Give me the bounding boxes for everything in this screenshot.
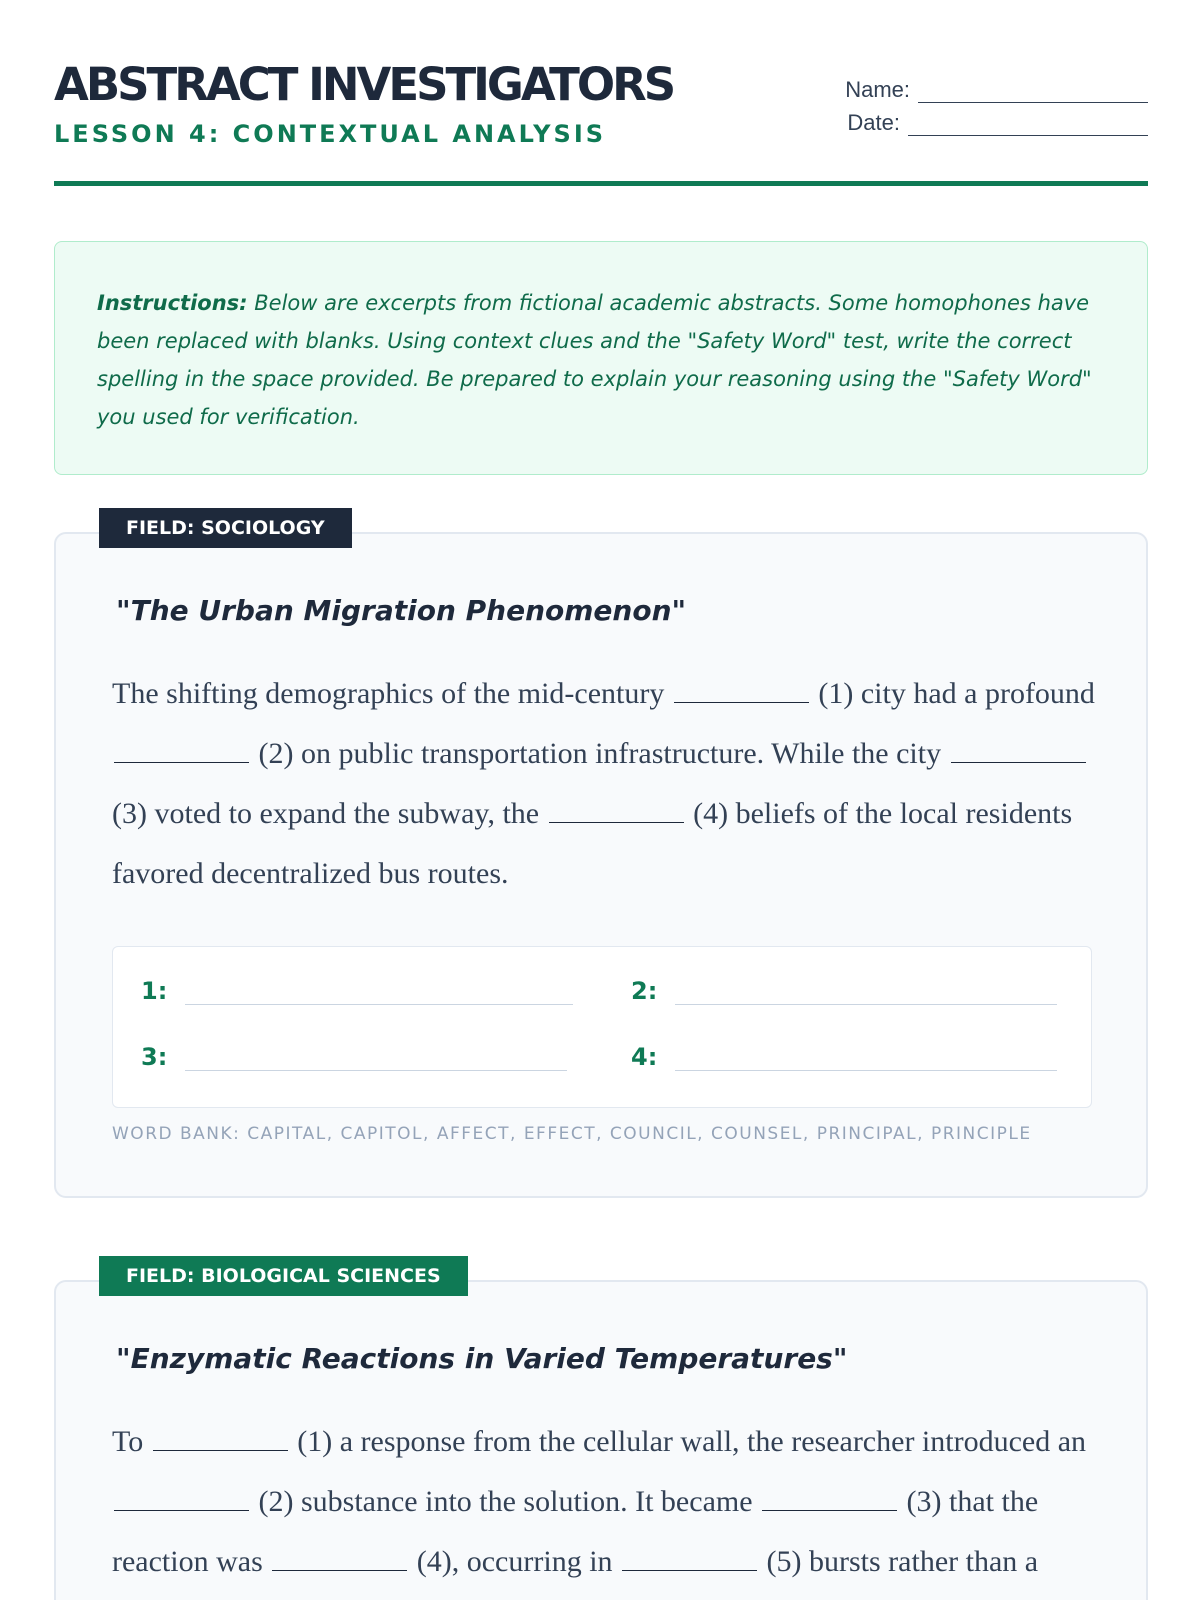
blank-5 — [622, 1547, 757, 1571]
answer-3-field[interactable] — [185, 1051, 567, 1071]
word-bank: WORD BANK: CAPITAL, CAPITOL, AFFECT, EFFECT, COUNCIL, COUNSEL, PRINCIPAL, PRINCIPLE — [112, 1124, 1032, 1144]
instructions-text: Below are excerpts from fictional academic abstracts. Some homophones have been replaced with blanks. Using context clues and the "Safety Word" test, write the correct spelling in the space provided. Be prepared to explain your reasoning using the "Safety Word" you used for verification. — [97, 291, 1092, 429]
answer-label: 2: — [631, 977, 658, 1005]
passage-text: (3) voted to expand the subway, the — [112, 797, 547, 830]
answer-2-field[interactable] — [675, 985, 1057, 1005]
passage — [112, 664, 1102, 904]
worksheet-title: ABSTRACT INVESTIGATORS — [54, 58, 674, 111]
answer-label: 4: — [631, 1043, 658, 1071]
blank-3 — [951, 739, 1086, 763]
answer-4-field[interactable] — [675, 1051, 1057, 1071]
passage-text: (4) beliefs of the local residents favored decentralized bus routes. — [112, 797, 1073, 890]
blank-4 — [272, 1547, 407, 1571]
passage-text: To — [112, 1425, 151, 1458]
passage-text: (2) substance into the solution. It became — [251, 1485, 761, 1518]
answer-row-3 — [141, 1043, 567, 1071]
passage — [112, 1412, 1102, 1592]
blank-1 — [153, 1427, 288, 1451]
answer-1-field[interactable] — [185, 985, 573, 1005]
date-label: Date: — [847, 110, 900, 135]
sociology-section — [54, 517, 1148, 1198]
blank-3 — [762, 1487, 897, 1511]
passage-text: (1) a response from the cellular wall, the researcher introduced an — [289, 1425, 1087, 1458]
section-title: "Enzymatic Reactions in Varied Temperatures" — [116, 1342, 848, 1375]
biology-section — [54, 1265, 1148, 1600]
passage-text: (5) bursts rather than a — [759, 1545, 1039, 1578]
lesson-subtitle: LESSON 4: CONTEXTUAL ANALYSIS — [54, 120, 607, 148]
field-tag: FIELD: SOCIOLOGY — [99, 508, 352, 548]
name-label: Name: — [845, 77, 910, 102]
field-tag: FIELD: BIOLOGICAL SCIENCES — [99, 1256, 468, 1296]
answer-row-2 — [631, 977, 1057, 1005]
blank-2 — [114, 1487, 249, 1511]
passage-text: (4), occurring in — [409, 1545, 621, 1578]
answer-row-4 — [631, 1043, 1057, 1071]
blank-1 — [674, 679, 809, 703]
worksheet-header — [54, 58, 1148, 186]
date-field[interactable] — [908, 116, 1148, 136]
instructions-label: Instructions: — [97, 291, 248, 315]
answer-box — [112, 946, 1092, 1108]
passage-text: (3) that the reaction was — [112, 1485, 1039, 1578]
student-info — [845, 70, 1148, 136]
passage-text: The shifting demographics of the mid-century — [112, 677, 672, 710]
section-title: "The Urban Migration Phenomenon" — [116, 594, 687, 627]
instructions-box — [54, 241, 1148, 475]
name-field[interactable] — [918, 83, 1148, 103]
blank-4 — [549, 799, 684, 823]
name-row — [845, 70, 1148, 103]
answer-row-1 — [141, 977, 573, 1005]
passage-text: (1) city had a profound — [810, 677, 1095, 710]
passage-text: (2) on public transportation infrastructure. While the city — [251, 737, 949, 770]
blank-2 — [114, 739, 249, 763]
answer-label: 1: — [141, 977, 168, 1005]
date-row — [845, 103, 1148, 136]
answer-label: 3: — [141, 1043, 168, 1071]
